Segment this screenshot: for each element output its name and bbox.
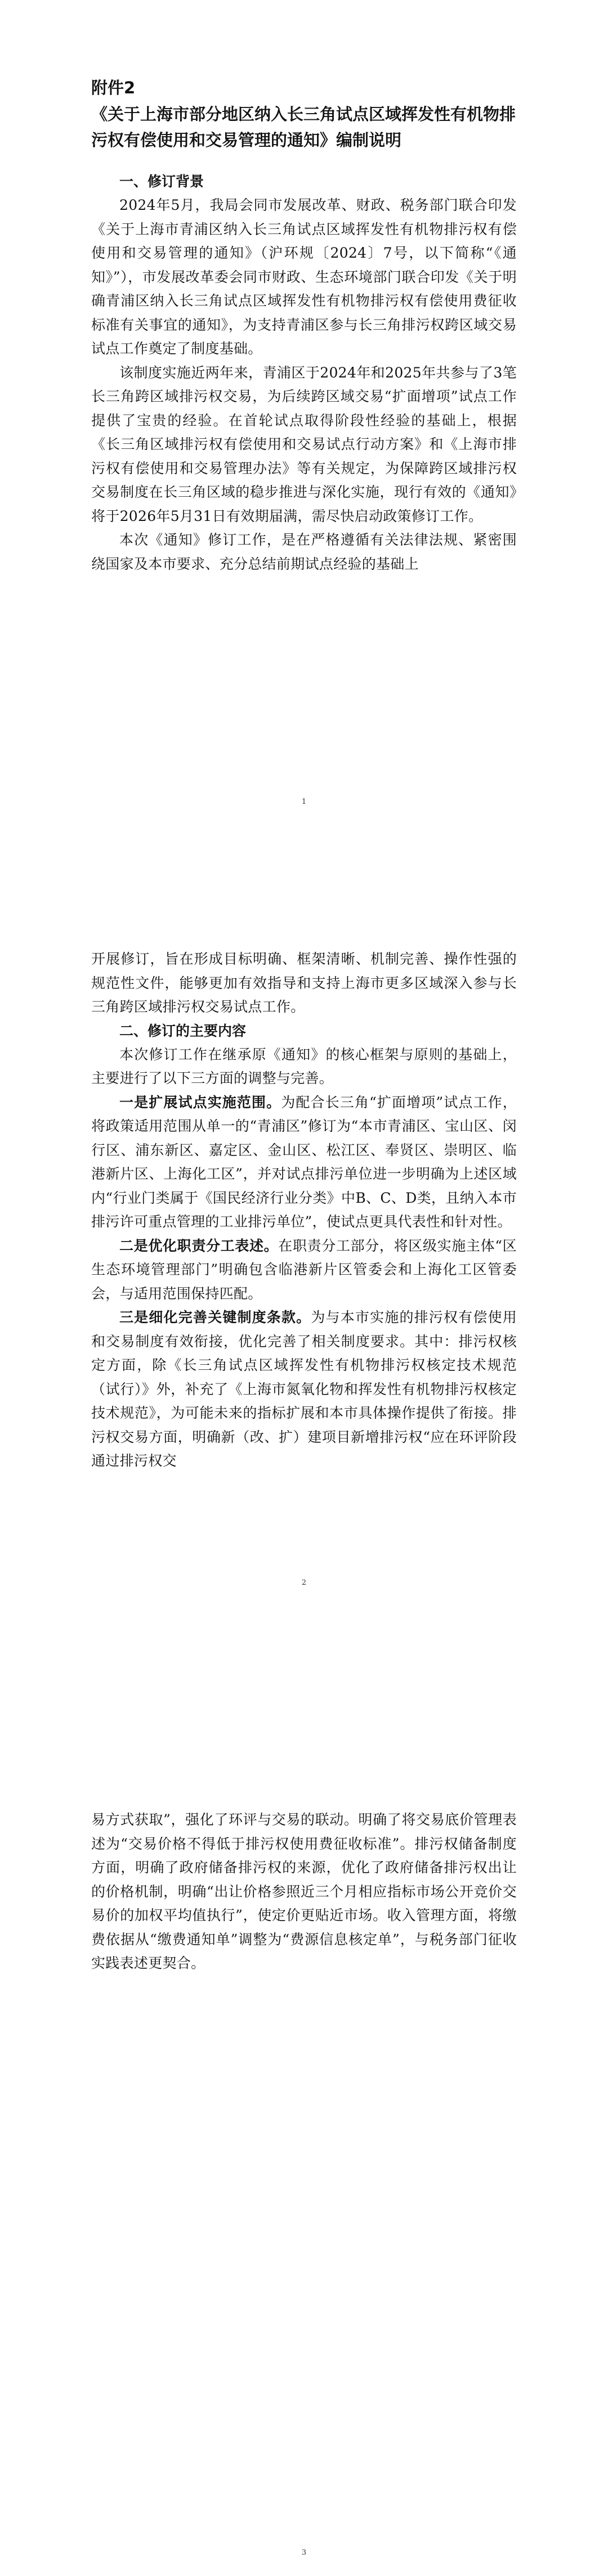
section-2-paragraph-2 xyxy=(91,1091,517,1234)
section-1-paragraph-3-start: 本次《通知》修订工作，是在严格遵循有关法律法规、紧密围绕国家及本市要求、充分总结前期试点经验的基础上 xyxy=(91,532,517,572)
point-2-lead: 二是优化职责分工表述。 xyxy=(119,1237,279,1254)
page-1 xyxy=(0,0,608,858)
section-1-heading: 一、修订背景 xyxy=(119,173,204,190)
section-2-paragraph-4-end: 易方式获取”，强化了环评与交易的联动。明确了将交易底价管理表述为“交易价格不得低于排污权使用费征收标准”。排污权储备制度方面，明确了政府储备排污权的来源，优化了政府储备排污权出让的价格机制，明确“出让价格参照近三个月相应指标市场公开竞价交易价的加权平均值执行”，使定价更贴近市场。收入管理方面，将缴费依据从“缴费通知单”调整为“费源信息核定单”，与税务部门征收实践表述更契合。 xyxy=(91,1811,517,1971)
page-1-content xyxy=(91,77,517,576)
point-2-body: 在职责分工部分，将区级实施主体“区生态环境管理部门”明确包含临港新片区管委会和上海化工区管委会，与适用范围保持匹配。 xyxy=(91,1237,517,1302)
point-3-body-start: 为与本市实施的排污权有偿使用和交易制度有效衔接，优化完善了相关制度要求。其中：排污权核定方面，除《长三角试点区域挥发性有机物排污权核定技术规范（试行）》外，补充了《上海市氮氧化物和挥发性有机物排污权核定技术规范》，为可能未来的指标扩展和本市具体操作提供了衔接。排污权交易方面，明确新（改、扩）建项目新增排污权“应在环评阶段通过排污权交 xyxy=(91,1309,517,1469)
attachment-label: 附件2 xyxy=(91,78,136,97)
point-1-body: 为配合长三角“扩面增项”试点工作，将政策适用范围从单一的“青浦区”修订为“本市青浦区、宝山区、闵行区、浦东新区、嘉定区、金山区、松江区、奉贤区、崇明区、临港新片区、上海化工区”，并对试点排污单位进一步明确为上述区域内“行业门类属于《国民经济行业分类》中B、C、D类，且纳入本市排污许可重点管理的工业排污单位”，使试点更具代表性和针对性。 xyxy=(91,1094,517,1230)
section-2-paragraph-1: 本次修订工作在继承原《通知》的核心框架与原则的基础上，主要进行了以下三方面的调整与完善。 xyxy=(91,1046,517,1086)
page-number: 2 xyxy=(301,1579,307,1587)
section-2-paragraph-3 xyxy=(91,1234,517,1306)
page-number: 3 xyxy=(301,2548,307,2557)
section-2-paragraph-4-start xyxy=(91,1306,517,1473)
point-1-lead: 一是扩展试点实施范围。 xyxy=(119,1094,281,1111)
page-number: 1 xyxy=(301,798,307,806)
page-3 xyxy=(0,1717,608,2576)
page-3-content xyxy=(91,1808,517,1976)
section-1-paragraph-3-end: 开展修订，旨在形成目标明确、框架清晰、机制完善、操作性强的规范性文件，能够更加有效指导和支持上海市更多区域深入参与长三角跨区域排污权交易试点工作。 xyxy=(91,951,517,1015)
page-2-content xyxy=(91,947,517,1473)
page-2 xyxy=(0,858,608,1717)
document-title: 《关于上海市部分地区纳入长三角试点区域挥发性有机物排污权有偿使用和交易管理的通知》编制说明 xyxy=(91,105,516,150)
section-1-paragraph-1: 2024年5月，我局会同市发展改革、财政、税务部门联合印发《关于上海市青浦区纳入长三角试点区域挥发性有机物排污权有偿使用和交易管理的通知》（沪环规〔2024〕7号，以下简称“《通知》”），市发展改革委会同市财政、生态环境部门联合印发《关于明确青浦区纳入长三角试点区域挥发性有机物排污权有偿使用费征收标准有关事宜的通知》，为支持青浦区参与长三角排污权跨区域交易试点工作奠定了制度基础。 xyxy=(91,197,517,357)
section-2-heading: 二、修订的主要内容 xyxy=(119,1022,247,1039)
point-3-lead: 三是细化完善关键制度条款。 xyxy=(119,1309,311,1325)
section-1-paragraph-2: 该制度实施近两年来，青浦区于2024年和2025年共参与了3笔长三角跨区域排污权交易，为后续跨区域交易“扩面增项”试点工作提供了宝贵的经验。在首轮试点取得阶段性经验的基础上，根据《长三角区域排污权有偿使用和交易试点行动方案》和《上海市排污权有偿使用和交易管理办法》等有关规定，为保障跨区域排污权交易制度在长三角区域的稳步推进与深化实施，现行有效的《通知》将于2026年5月31日有效期届满，需尽快启动政策修订工作。 xyxy=(91,364,517,524)
